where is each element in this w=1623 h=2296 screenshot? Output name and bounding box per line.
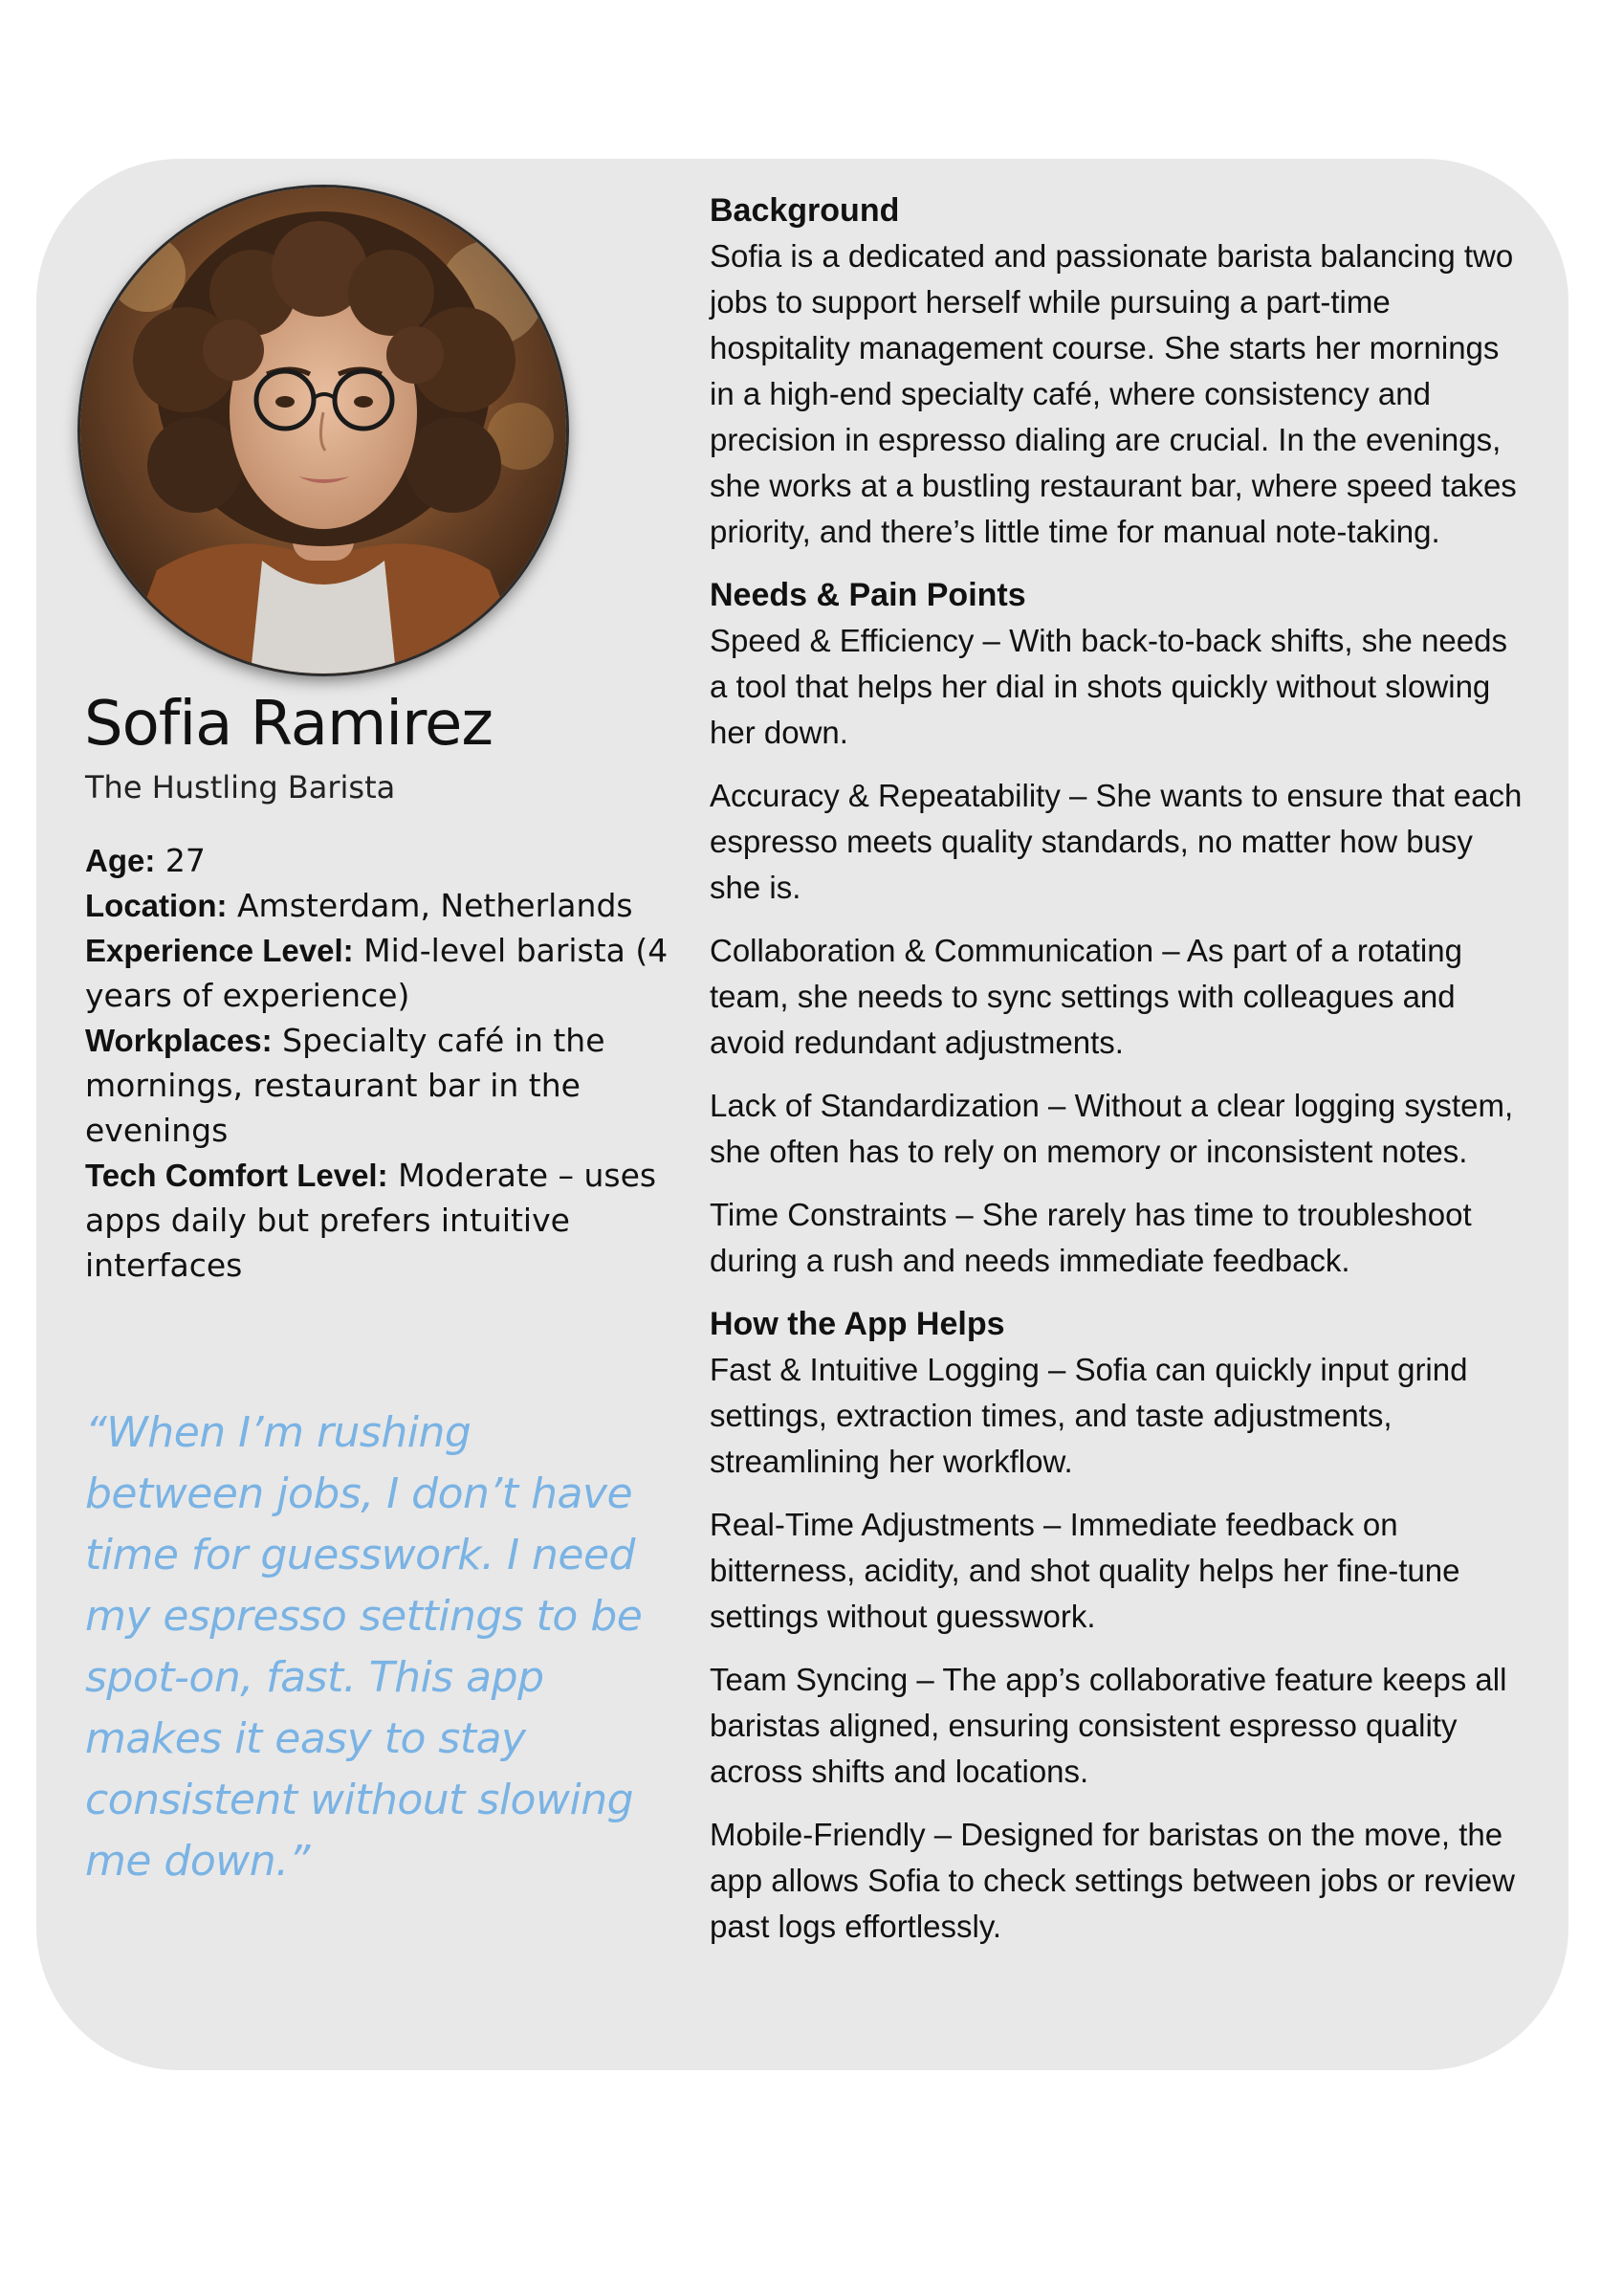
fact-experience: [85, 928, 669, 1018]
needs-heading: Needs & Pain Points: [710, 577, 1026, 613]
help-item: Team Syncing – The app’s collaborative feature keeps all baristas aligned, ensuring consistent espresso quality across shifts and locations.: [710, 1662, 1507, 1789]
need-item: Speed & Efficiency – With back-to-back shifts, she needs a tool that helps her dial in shots quickly without slowing her down.: [710, 623, 1507, 750]
help-item: Mobile-Friendly – Designed for baristas on the move, the app allows Sofia to check settings between jobs or review past logs effortlessly.: [710, 1817, 1515, 1944]
fact-value: 27: [164, 842, 206, 879]
fact-workplaces: [85, 1018, 669, 1153]
help-item: Real-Time Adjustments – Immediate feedback on bitterness, acidity, and shot quality helps her fine-tune settings without guesswork.: [710, 1507, 1460, 1634]
persona-quote: “When I’m rushing between jobs, I don’t have time for guesswork. I need my espresso settings to be spot-on, fast. This app makes it easy to stay consistent without slowing me down.”: [85, 1408, 643, 1886]
need-item: Accuracy & Repeatability – She wants to ensure that each espresso meets quality standards, no matter how busy she is.: [710, 778, 1523, 905]
fact-label: Tech Comfort Level:: [85, 1158, 388, 1193]
background-section: [710, 188, 1532, 555]
need-item: Collaboration & Communication – As part of a rotating team, she needs to sync settings with colleagues and avoid redundant adjustments.: [710, 933, 1462, 1060]
fact-value: Amsterdam, Netherlands: [236, 887, 633, 924]
need-item: Lack of Standardization – Without a clear logging system, she often has to rely on memory or inconsistent notes.: [710, 1088, 1514, 1169]
background-text: Sofia is a dedicated and passionate barista balancing two jobs to support herself while pursuing a part-time hospitality management course. She starts her mornings in a high-end specialty café, where consistency and precision in espresso dialing are crucial. In the evenings, she works at a bustling restaurant bar, where speed takes priority, and there’s little time for manual note-taking.: [710, 238, 1517, 549]
fact-value: Mid-level barista (4 years of experience): [85, 932, 669, 1014]
helps-heading: How the App Helps: [710, 1306, 1005, 1342]
persona-name: Sofia Ramirez: [84, 689, 493, 760]
portrait-photo: [80, 188, 566, 673]
persona-subtitle: The Hustling Barista: [85, 769, 396, 806]
background-heading: Background: [710, 192, 900, 229]
helps-section: [710, 1301, 1532, 1950]
fact-age: [85, 838, 669, 883]
help-item: Fast & Intuitive Logging – Sofia can quickly input grind settings, extraction times, and taste adjustments, streamlining her workflow.: [710, 1352, 1468, 1479]
avatar: [80, 188, 566, 673]
persona-facts: [85, 838, 669, 1288]
need-item: Time Constraints – She rarely has time to troubleshoot during a rush and needs immediate feedback.: [710, 1197, 1472, 1278]
fact-tech-comfort: [85, 1153, 669, 1288]
fact-value: Moderate – uses apps daily but prefers intuitive interfaces: [85, 1157, 657, 1284]
fact-label: Experience Level:: [85, 933, 354, 968]
fact-location: [85, 883, 669, 928]
fact-label: Workplaces:: [85, 1023, 273, 1058]
fact-label: Age:: [85, 843, 156, 878]
needs-section: [710, 572, 1532, 1284]
fact-value: Specialty café in the mornings, restaurant bar in the evenings: [85, 1022, 605, 1149]
fact-label: Location:: [85, 888, 228, 923]
persona-details: [710, 188, 1532, 1967]
